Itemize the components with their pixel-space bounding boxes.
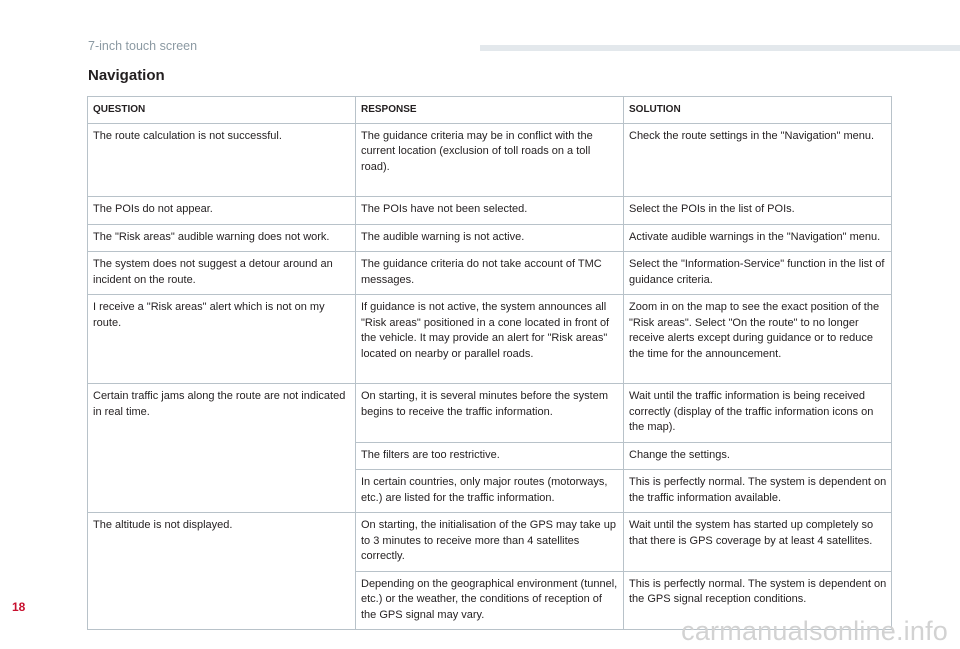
response-cell: The POIs have not been selected. bbox=[356, 197, 624, 225]
solution-cell: Wait until the traffic information is being received correctly (display of the traffic information icons on the map). bbox=[624, 384, 892, 443]
table-row bbox=[88, 224, 892, 252]
column-header-question: QUESTION bbox=[88, 97, 356, 124]
table-header-row bbox=[88, 97, 892, 124]
response-cell: The guidance criteria do not take account of TMC messages. bbox=[356, 252, 624, 295]
table-row bbox=[88, 295, 892, 384]
solution-cell: Select the "Information-Service" function in the list of guidance criteria. bbox=[624, 252, 892, 295]
solution-cell: This is perfectly normal. The system is dependent on the traffic information available. bbox=[624, 470, 892, 513]
question-cell: The POIs do not appear. bbox=[88, 197, 356, 225]
solution-cell: Check the route settings in the "Navigation" menu. bbox=[624, 123, 892, 197]
question-cell: The system does not suggest a detour around an incident on the route. bbox=[88, 252, 356, 295]
response-cell: The filters are too restrictive. bbox=[356, 442, 624, 470]
question-cell: The altitude is not displayed. bbox=[88, 513, 356, 630]
table-row bbox=[88, 252, 892, 295]
table-row bbox=[88, 123, 892, 197]
table-row bbox=[88, 513, 892, 572]
question-cell: The route calculation is not successful. bbox=[88, 123, 356, 197]
header-divider-bar bbox=[480, 45, 960, 51]
response-cell: On starting, it is several minutes before the system begins to receive the traffic information. bbox=[356, 384, 624, 443]
solution-cell: Activate audible warnings in the "Navigation" menu. bbox=[624, 224, 892, 252]
response-cell: The guidance criteria may be in conflict with the current location (exclusion of toll roads on a toll road). bbox=[356, 123, 624, 197]
column-header-solution: SOLUTION bbox=[624, 97, 892, 124]
solution-cell: Zoom in on the map to see the exact position of the "Risk areas". Select "On the route" to no longer receive alerts except during guidance or to reduce the time for the announcement. bbox=[624, 295, 892, 384]
response-cell: The audible warning is not active. bbox=[356, 224, 624, 252]
solution-cell: Select the POIs in the list of POIs. bbox=[624, 197, 892, 225]
solution-cell: This is perfectly normal. The system is dependent on the GPS signal reception conditions. bbox=[624, 571, 892, 630]
solution-cell: Change the settings. bbox=[624, 442, 892, 470]
solution-cell: Wait until the system has started up completely so that there is GPS coverage by at least 4 satellites. bbox=[624, 513, 892, 572]
response-cell: In certain countries, only major routes (motorways, etc.) are listed for the traffic information. bbox=[356, 470, 624, 513]
question-cell: I receive a "Risk areas" alert which is not on my route. bbox=[88, 295, 356, 384]
response-cell: On starting, the initialisation of the GPS may take up to 3 minutes to receive more than 4 satellites correctly. bbox=[356, 513, 624, 572]
question-cell: The "Risk areas" audible warning does not work. bbox=[88, 224, 356, 252]
question-cell: Certain traffic jams along the route are not indicated in real time. bbox=[88, 384, 356, 513]
troubleshooting-table bbox=[87, 96, 892, 630]
watermark-text[interactable]: carmanualsonline.info bbox=[681, 616, 948, 646]
running-header: 7-inch touch screen bbox=[88, 39, 198, 53]
response-cell: If guidance is not active, the system announces all "Risk areas" positioned in a cone located in front of the vehicle. It may provide an alert for "Risk areas" located on nearby or parallel roads. bbox=[356, 295, 624, 384]
section-title: Navigation bbox=[88, 67, 165, 84]
table-row bbox=[88, 197, 892, 225]
page-number: 18 bbox=[12, 600, 26, 614]
table-row bbox=[88, 384, 892, 443]
response-cell: Depending on the geographical environment (tunnel, etc.) or the weather, the conditions of reception of the GPS signal may vary. bbox=[356, 571, 624, 630]
column-header-response: RESPONSE bbox=[356, 97, 624, 124]
